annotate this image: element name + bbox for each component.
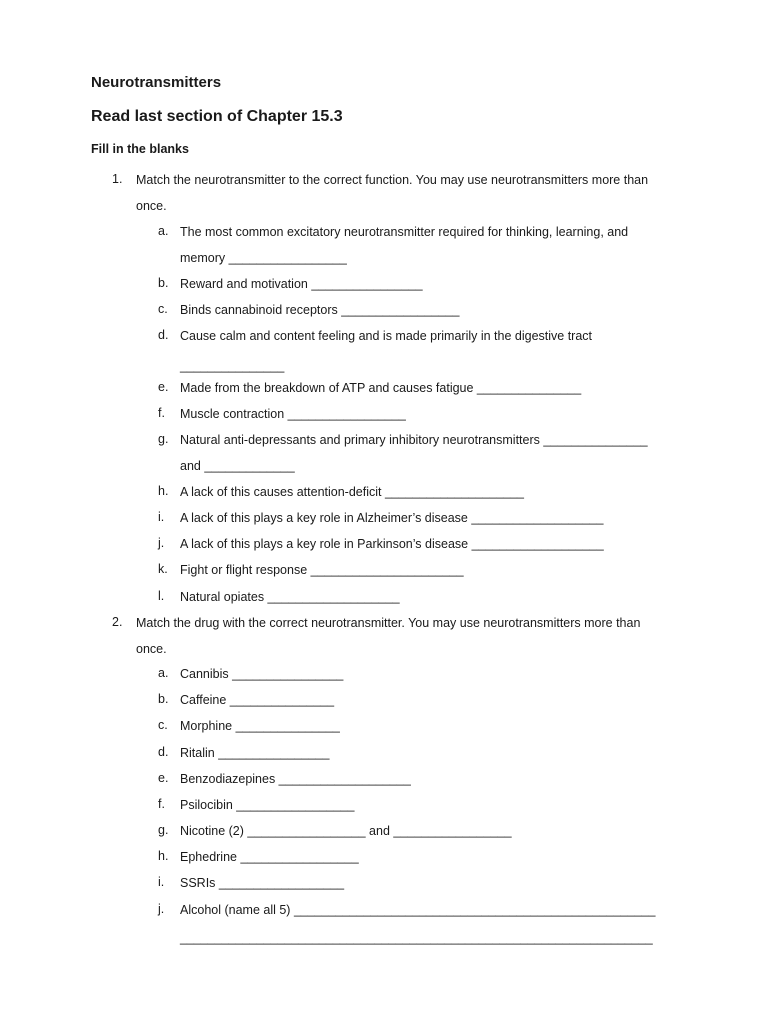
fill-in-blank-item: ____________________________________________________________________ (180, 931, 653, 945)
fill-in-blank-item: A lack of this causes attention-deficit ____________________ (180, 485, 525, 499)
fill-in-blank-item: Natural anti-depressants and primary inhibitory neurotransmitters _______________ (180, 433, 648, 447)
item-letter: h. (158, 849, 169, 863)
item-letter: b. (158, 692, 169, 706)
item-letter: f. (158, 797, 165, 811)
fill-in-blank-item: memory _________________ (180, 251, 347, 265)
item-letter: f. (158, 406, 165, 420)
fill-in-blank-item: Psilocibin _________________ (180, 798, 355, 812)
fill-in-blank-item: Caffeine _______________ (180, 693, 335, 707)
fill-in-blank-item: Binds cannabinoid receptors _________________ (180, 303, 460, 317)
item-letter: d. (158, 745, 169, 759)
fill-in-blank-item: Cannibis ________________ (180, 667, 344, 681)
question-number: 1. (112, 172, 123, 186)
item-letter: i. (158, 510, 165, 524)
item-letter: j. (158, 536, 165, 550)
section-subheading: Fill in the blanks (91, 142, 189, 156)
fill-in-blank-item: Morphine _______________ (180, 719, 340, 733)
fill-in-blank-item: Ritalin ________________ (180, 746, 330, 760)
reading-instruction: Read last section of Chapter 15.3 (91, 108, 343, 125)
item-letter: c. (158, 718, 168, 732)
fill-in-blank-item: Ephedrine _________________ (180, 850, 359, 864)
question-text: once. (136, 642, 167, 656)
item-letter: b. (158, 276, 169, 290)
fill-in-blank-item: and _____________ (180, 459, 295, 473)
fill-in-blank-item: Benzodiazepines ___________________ (180, 772, 411, 786)
item-letter: a. (158, 224, 169, 238)
fill-in-blank-item: Cause calm and content feeling and is made primarily in the digestive tract (180, 329, 593, 343)
item-letter: j. (158, 902, 165, 916)
item-letter: g. (158, 432, 169, 446)
fill-in-blank-item: Natural opiates ___________________ (180, 590, 400, 604)
item-letter: k. (158, 562, 168, 576)
item-letter: d. (158, 328, 169, 342)
question-text: Match the neurotransmitter to the correct function. You may use neurotransmitters more than (136, 173, 649, 187)
fill-in-blank-item: _______________ (180, 359, 285, 373)
page-title: Neurotransmitters (91, 74, 222, 91)
item-letter: a. (158, 666, 169, 680)
fill-in-blank-item: Nicotine (2) _________________ and _________________ (180, 824, 512, 838)
fill-in-blank-item: Fight or flight response ______________________ (180, 563, 464, 577)
fill-in-blank-item: Made from the breakdown of ATP and causes fatigue _______________ (180, 381, 582, 395)
fill-in-blank-item: A lack of this plays a key role in Parkinson’s disease ___________________ (180, 537, 604, 551)
item-letter: l. (158, 589, 165, 603)
fill-in-blank-item: SSRIs __________________ (180, 876, 345, 890)
item-letter: e. (158, 380, 169, 394)
item-letter: h. (158, 484, 169, 498)
question-text: once. (136, 199, 167, 213)
fill-in-blank-item: Reward and motivation ________________ (180, 277, 423, 291)
item-letter: e. (158, 771, 169, 785)
fill-in-blank-item: Muscle contraction _________________ (180, 407, 406, 421)
question-text: Match the drug with the correct neurotransmitter. You may use neurotransmitters more than (136, 616, 641, 630)
fill-in-blank-item: The most common excitatory neurotransmitter required for thinking, learning, and (180, 225, 629, 239)
question-number: 2. (112, 615, 123, 629)
item-letter: g. (158, 823, 169, 837)
fill-in-blank-item: Alcohol (name all 5) ____________________________________________________ (180, 903, 656, 917)
fill-in-blank-item: A lack of this plays a key role in Alzheimer’s disease ___________________ (180, 511, 604, 525)
item-letter: c. (158, 302, 168, 316)
item-letter: i. (158, 875, 165, 889)
